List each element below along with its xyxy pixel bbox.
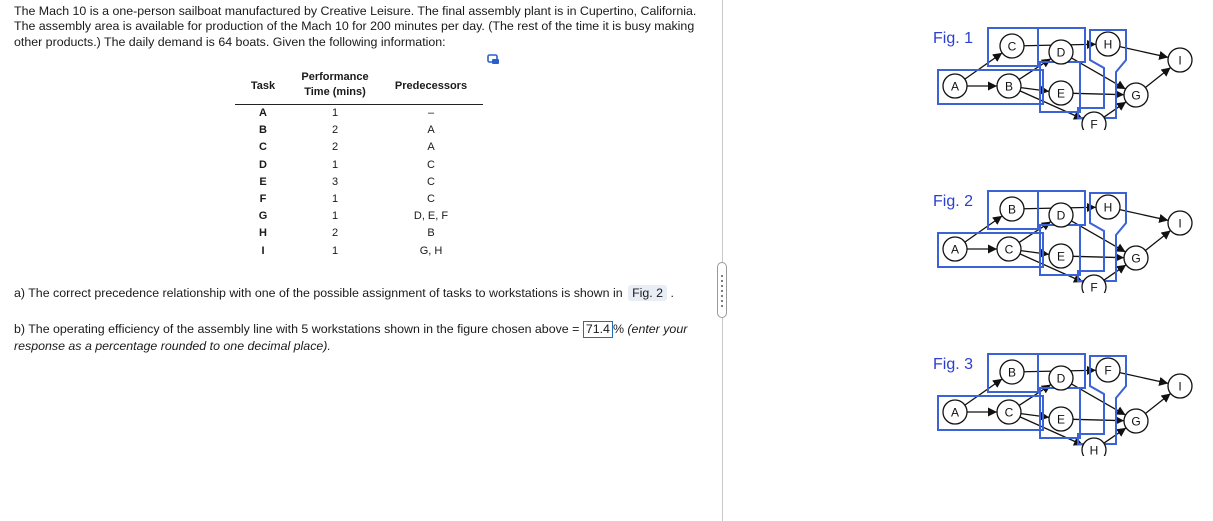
task-node [1124, 246, 1148, 270]
figure-label: Fig. 2 [933, 193, 974, 210]
efficiency-input[interactable]: 71.4 [583, 321, 613, 338]
svg-text:D: D [1056, 45, 1066, 60]
svg-text:C: C [1007, 39, 1017, 54]
task-node [1082, 112, 1106, 130]
svg-text:A: A [950, 242, 960, 257]
figure-label: Fig. 1 [933, 30, 974, 47]
copy-icon[interactable] [487, 54, 501, 66]
table-row [235, 156, 483, 173]
svg-text:F: F [1090, 117, 1098, 130]
svg-text:D: D [1056, 208, 1066, 223]
col-predecessors-header: Predecessors [394, 80, 468, 93]
figure-2 [928, 163, 1198, 293]
table-row [235, 190, 483, 207]
task-node [1082, 438, 1106, 456]
task-node [1049, 366, 1073, 390]
task-node [1000, 34, 1024, 58]
resize-handle[interactable] [717, 262, 727, 318]
task-cell: G [258, 210, 268, 223]
table-row [235, 122, 483, 139]
task-node [1096, 358, 1120, 382]
svg-text:G: G [1131, 414, 1141, 429]
time-cell: 2 [331, 227, 339, 240]
task-cell: F [259, 193, 267, 206]
task-node [943, 74, 967, 98]
predecessor-cell: C [427, 158, 435, 171]
task-node [1096, 32, 1120, 56]
svg-text:C: C [1004, 242, 1014, 257]
predecessor-cell: A [427, 141, 435, 154]
svg-text:H: H [1103, 200, 1113, 215]
precedence-arrow [1145, 393, 1170, 413]
part-b-instruction: (enter your response as a percentage rounded to one decimal place). [14, 322, 688, 353]
figure-3 [928, 326, 1198, 456]
svg-text:I: I [1178, 379, 1182, 394]
task-cell: I [261, 244, 265, 257]
task-node [1096, 195, 1120, 219]
figure-label: Fig. 3 [933, 356, 974, 373]
task-cell: D [259, 158, 267, 171]
task-cell: C [259, 141, 267, 154]
svg-text:B: B [1007, 202, 1017, 217]
svg-text:B: B [1007, 365, 1017, 380]
table-row [235, 104, 483, 122]
svg-text:C: C [1004, 405, 1014, 420]
task-node [1049, 40, 1073, 64]
predecessor-cell: B [427, 227, 435, 240]
time-cell: 1 [331, 244, 339, 257]
svg-text:F: F [1104, 363, 1112, 378]
svg-text:A: A [950, 405, 960, 420]
time-cell: 2 [331, 141, 339, 154]
task-node [1049, 81, 1073, 105]
table-row [235, 139, 483, 156]
part-a-end: . [670, 286, 674, 300]
svg-text:F: F [1090, 280, 1098, 293]
table-header [235, 69, 483, 104]
task-node [997, 237, 1021, 261]
svg-text:H: H [1103, 37, 1113, 52]
figure-1 [928, 0, 1198, 130]
task-table [235, 69, 483, 259]
table-row [235, 208, 483, 225]
task-node [1049, 407, 1073, 431]
part-a-text: a) The correct precedence relationship with one of the possible assignment of tasks to workstations is shown in [14, 286, 623, 300]
precedence-arrow [1021, 88, 1049, 92]
task-cell: A [259, 107, 267, 120]
table-row [235, 225, 483, 242]
task-node [1124, 83, 1148, 107]
time-cell: 1 [331, 158, 339, 171]
predecessor-cell: – [427, 107, 435, 120]
svg-text:I: I [1178, 53, 1182, 68]
precedence-arrow [1145, 230, 1170, 250]
time-cell: 3 [331, 175, 339, 188]
svg-text:I: I [1178, 216, 1182, 231]
svg-text:B: B [1004, 79, 1014, 94]
task-node [1049, 244, 1073, 268]
part-a [14, 285, 674, 301]
svg-text:E: E [1056, 86, 1066, 101]
task-node [1000, 197, 1024, 221]
svg-text:G: G [1131, 88, 1141, 103]
task-node [1049, 203, 1073, 227]
svg-text:E: E [1056, 412, 1066, 427]
predecessor-cell: G, H [419, 244, 443, 257]
time-cell: 1 [331, 107, 339, 120]
time-cell: 1 [331, 210, 339, 223]
task-node [1000, 360, 1024, 384]
svg-text:H: H [1089, 443, 1099, 456]
task-node [1082, 275, 1106, 293]
task-node [943, 400, 967, 424]
task-node [1168, 211, 1192, 235]
predecessor-cell: C [427, 193, 435, 206]
predecessor-cell: D, E, F [413, 210, 449, 223]
task-cell: H [259, 227, 267, 240]
precedence-arrow [1145, 67, 1170, 87]
part-b [14, 321, 704, 355]
task-node [997, 400, 1021, 424]
question-intro: The Mach 10 is a one-person sailboat manufactured by Creative Leisure. The final assembly plant is in Cupertino, California. The assembly area is available for production of the Mach 10 for 200 minutes per day. (The rest of the time it is busy making other products.) The daily demand is 64 boats. Given the following information: [14, 4, 697, 49]
col-time-header [291, 69, 379, 104]
panel-divider [722, 0, 723, 521]
col-task-header: Task [250, 80, 276, 93]
task-cell: E [259, 175, 267, 188]
part-b-text: b) The operating efficiency of the assembly line with 5 workstations shown in the figure chosen above = [14, 322, 580, 336]
precedence-arrow [1021, 251, 1049, 255]
svg-text:D: D [1056, 371, 1066, 386]
table-row [235, 242, 483, 259]
time-cell: 1 [331, 193, 339, 206]
time-cell: 2 [331, 124, 339, 137]
predecessor-cell: C [427, 175, 435, 188]
svg-text:E: E [1056, 249, 1066, 264]
precedence-arrow [1021, 414, 1049, 418]
col-time-header-line1: Performance [301, 70, 369, 83]
task-node [1168, 48, 1192, 72]
svg-text:A: A [950, 79, 960, 94]
task-node [1124, 409, 1148, 433]
figure-answer-select[interactable]: Fig. 2 [628, 285, 667, 301]
table-row [235, 173, 483, 190]
task-cell: B [259, 124, 267, 137]
col-time-header-line2: Time (mins) [304, 85, 366, 98]
task-node [1168, 374, 1192, 398]
percent-unit: % [612, 322, 624, 336]
svg-text:G: G [1131, 251, 1141, 266]
task-node [997, 74, 1021, 98]
predecessor-cell: A [427, 124, 435, 137]
task-node [943, 237, 967, 261]
